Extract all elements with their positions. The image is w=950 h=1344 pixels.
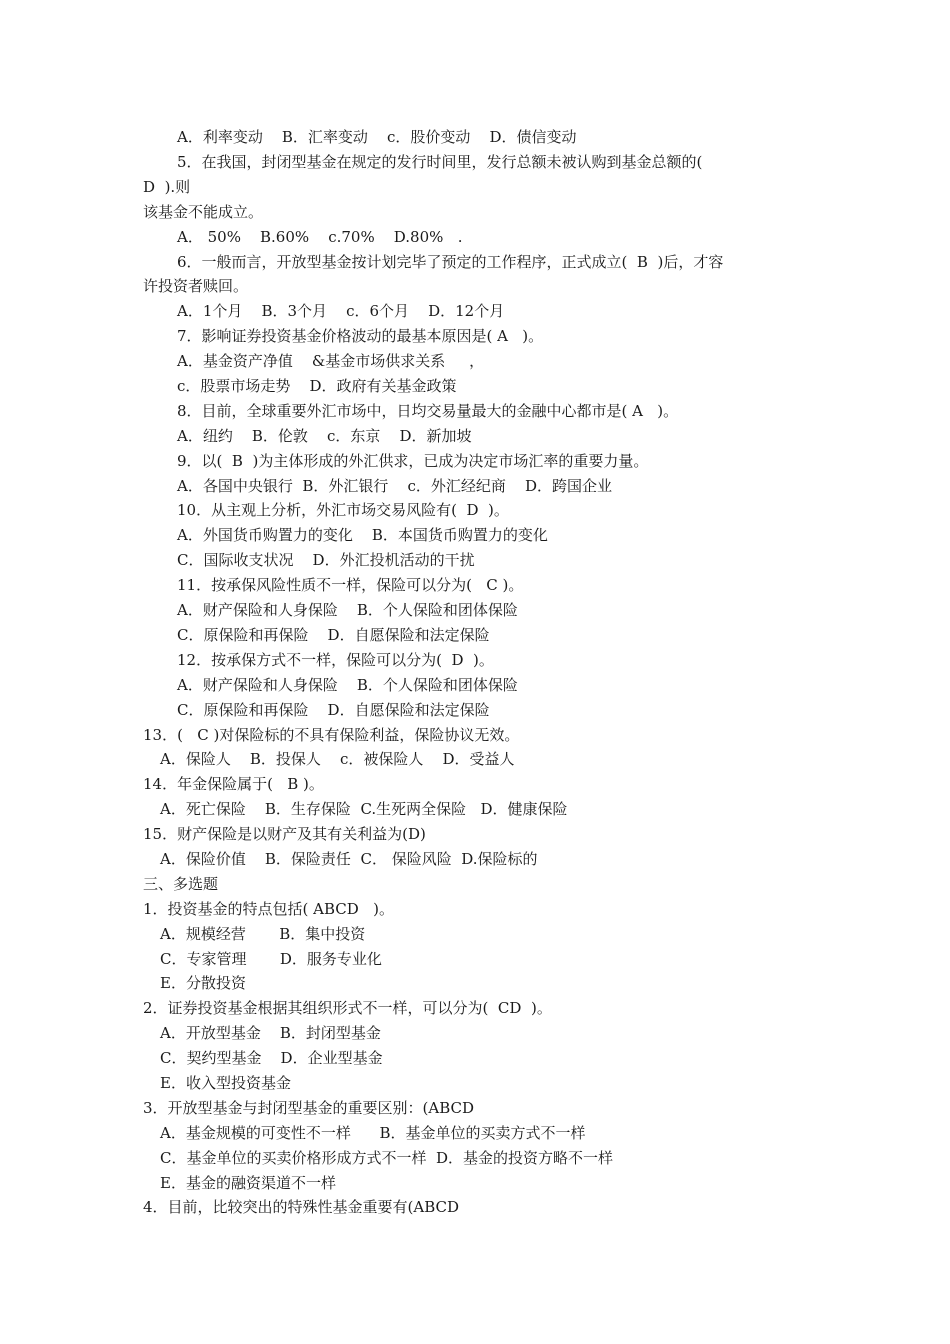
q5-options: A． 50% B.60% c.70% D.80% . [177,228,463,246]
q12-options-2: C．原保险和再保险 D．自愿保险和法定保险 [177,701,490,719]
q11-stem: 11．按承保风险性质不一样，保险可以分为( C )。 [177,576,524,594]
q15-options: A．保险价值 B．保险责任 C． 保险风险 D.保险标的 [160,850,538,868]
q11-options-2: C．原保险和再保险 D．自愿保险和法定保险 [177,626,490,644]
q6-options: A．1个月 B．3个月 c．6个月 D．12个月 [177,302,505,320]
q5-stem-cont: 该基金不能成立。 [143,203,264,221]
q13-stem: 13．( C )对保险标的不具有保险利益，保险协议无效。 [143,726,520,744]
q10-options-1: A．外国货币购置力的变化 B．本国货币购置力的变化 [177,526,548,544]
q7-stem: 7．影响证券投资基金价格波动的最基本原因是( A )。 [177,327,544,345]
mq1-options-1: A．规模经营 B．集中投资 [160,925,366,943]
mq1-stem: 1．投资基金的特点包括( ABCD )。 [143,900,394,918]
mq2-stem: 2．证券投资基金根据其组织形式不一样，可以分为( CD )。 [143,999,552,1017]
q12-stem: 12．按承保方式不一样，保险可以分为( D )。 [177,651,494,669]
q7-options-1: A．基金资产净值 &基金市场供求关系 ， [177,352,485,370]
mq3-stem: 3．开放型基金与封闭型基金的重要区别：(ABCD [143,1099,475,1117]
q5-stem: 5．在我国，封闭型基金在规定的发行时间里，发行总额未被认购到基金总额的( [177,153,703,171]
mq2-options-2: C．契约型基金 D．企业型基金 [160,1049,383,1067]
q6-stem-cont: 许投资者赎回。 [143,277,249,295]
mq4-stem: 4．目前，比较突出的特殊性基金重要有(ABCD [143,1198,460,1216]
mq2-options-1: A．开放型基金 B．封闭型基金 [160,1024,381,1042]
mq1-options-3: E．分散投资 [160,974,246,992]
q15-stem: 15．财产保险是以财产及其有关利益为(D) [143,825,426,843]
mq3-options-3: E．基金的融资渠道不一样 [160,1174,336,1192]
q9-stem: 9．以( B )为主体形成的外汇供求，已成为决定市场汇率的重要力量。 [177,452,649,470]
q8-options: A．纽约 B．伦敦 c．东京 D．新加坡 [177,427,472,445]
q10-options-2: C．国际收支状况 D．外汇投机活动的干扰 [177,551,475,569]
section-heading-multiple-choice: 三、多选题 [143,875,219,893]
mq3-options-2: C．基金单位的买卖价格形成方式不一样 D．基金的投资方略不一样 [160,1149,614,1167]
q13-options: A．保险人 B．投保人 c．被保险人 D．受益人 [160,750,515,768]
q14-stem: 14．年金保险属于( B )。 [143,775,324,793]
q10-stem: 10．从主观上分析，外汇市场交易风险有( D )。 [177,501,509,519]
q11-options-1: A．财产保险和人身保险 B．个人保险和团体保险 [177,601,518,619]
q8-stem: 8．目前，全球重要外汇市场中，日均交易量最大的金融中心都市是( A )。 [177,402,679,420]
q9-options: A．各国中央银行 B．外汇银行 c．外汇经纪商 D．跨国企业 [177,477,612,495]
q12-options-1: A．财产保险和人身保险 B．个人保险和团体保险 [177,676,518,694]
q5-answer: D ).则 [143,178,191,196]
q4-options: A．利率变动 B．汇率变动 c．股价变动 D．债信变动 [177,128,577,146]
q6-stem: 6．一般而言，开放型基金按计划完毕了预定的工作程序，正式成立( B )后，才容 [177,253,724,271]
mq1-options-2: C．专家管理 D．服务专业化 [160,950,382,968]
q7-options-2: c．股票市场走势 D．政府有关基金政策 [177,377,457,395]
q14-options: A．死亡保险 B．生存保险 C.生死两全保险 D．健康保险 [160,800,568,818]
mq3-options-1: A．基金规模的可变性不一样 B．基金单位的买卖方式不一样 [160,1124,586,1142]
mq2-options-3: E．收入型投资基金 [160,1074,291,1092]
